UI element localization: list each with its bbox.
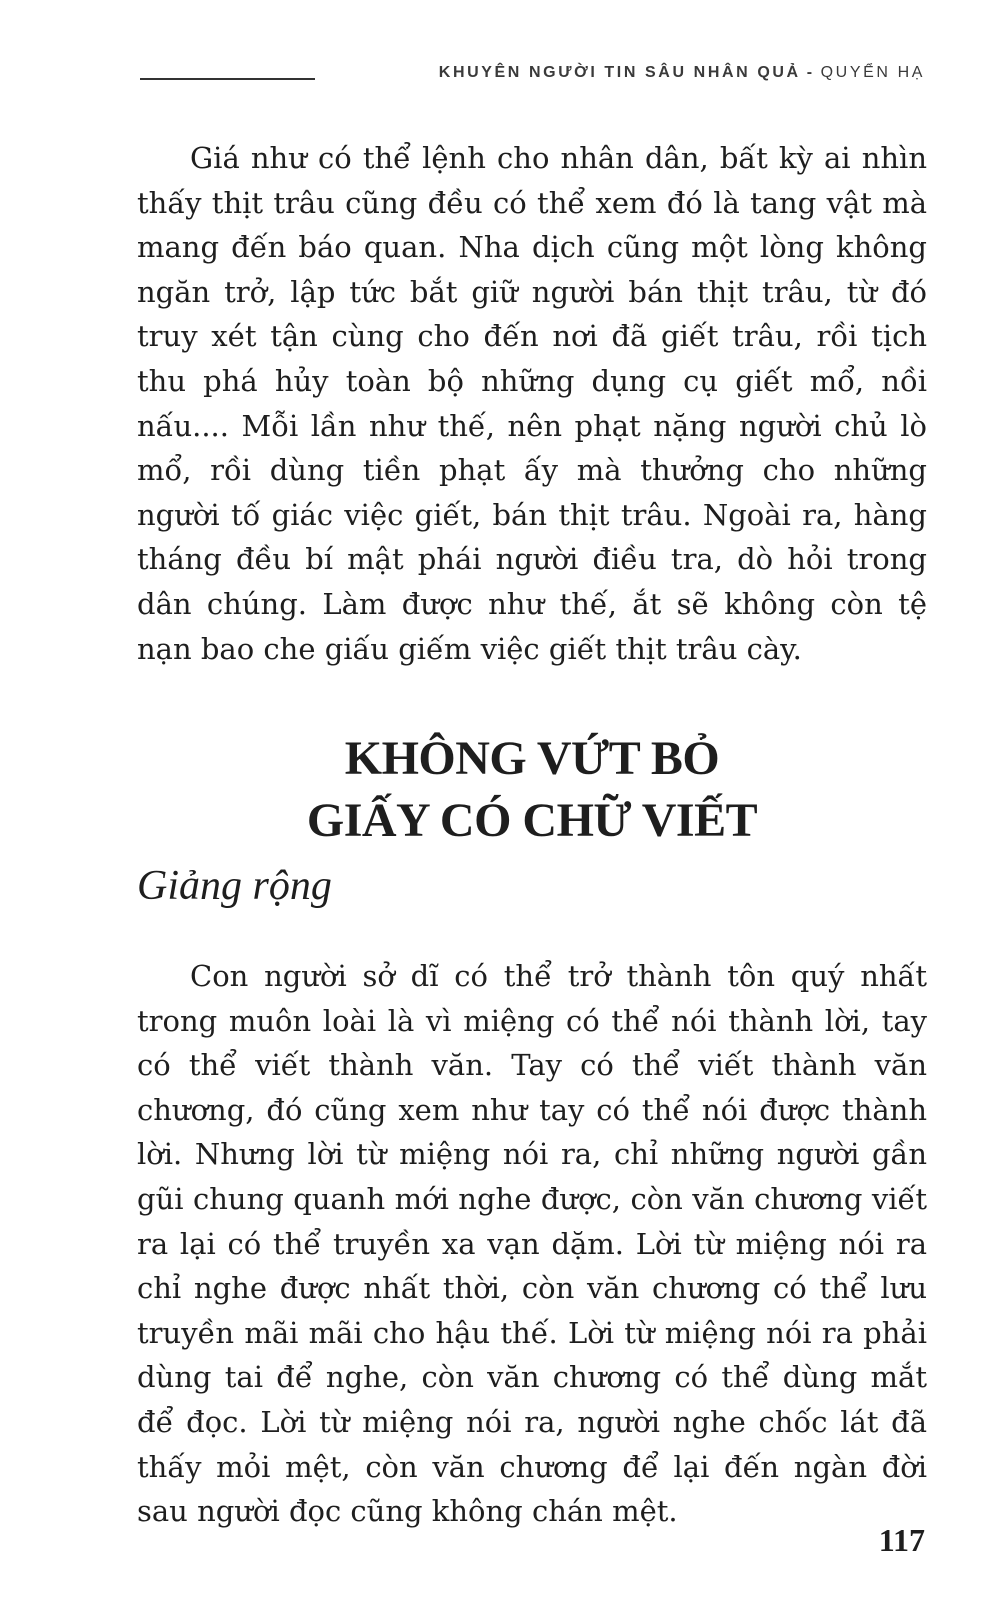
header-divider: [140, 78, 315, 80]
body-paragraph-1: Giá như có thể lệnh cho nhân dân, bất kỳ ai nhìn thấy thịt trâu cũng đều có thể xem đó là tang vật mà mang đến báo quan. Nha dịch cũng một lòng không ngăn trở, lập tức bắt giữ người bán thịt trâu, từ đó truy xét tận cùng cho đến nơi đã giết trâu, rồi tịch thu phá hủy toàn bộ những dụng cụ giết mổ, nồi nấu.... Mỗi lần như thế, nên phạt nặng người chủ lò mổ, rồi dùng tiền phạt ấy mà thưởng cho những người tố giác việc giết, bán thịt trâu. Ngoài ra, hàng tháng đều bí mật phái người điều tra, dò hỏi trong dân chúng. Làm được như thế, ắt sẽ không còn tệ nạn bao che giấu giếm việc giết thịt trâu cày.: [137, 141, 927, 666]
chapter-title: [137, 728, 927, 852]
book-title: KHUYÊN NGƯỜI TIN SÂU NHÂN QUẢ: [438, 64, 801, 81]
running-header: [439, 64, 925, 82]
chapter-title-line-1: KHÔNG VỨT BỎ: [344, 732, 720, 785]
volume-label: QUYỂN HẠ: [820, 64, 925, 81]
chapter-title-line-2: GIẤY CÓ CHỮ VIẾT: [306, 794, 758, 847]
page-number: 117: [878, 1522, 925, 1558]
body-paragraph-2: Con người sở dĩ có thể trở thành tôn quý nhất trong muôn loài là vì miệng có thể nói thành lời, tay có thể viết thành văn. Tay có thể viết thành văn chương, đó cũng xem như tay có thể nói được thành lời. Nhưng lời từ miệng nói ra, chỉ những người gần gũi chung quanh mới nghe được, còn văn chương viết ra lại có thể truyền xa vạn dặm. Lời từ miệng nói ra chỉ nghe được nhất thời, còn văn chương có thể lưu truyền mãi mãi cho hậu thế. Lời từ miệng nói ra phải dùng tai để nghe, còn văn chương có thể dùng mắt để đọc. Lời từ miệng nói ra, người nghe chốc lát đã thấy mỏi mệt, còn văn chương để lại đến ngàn đời sau người đọc cũng không chán mệt.: [137, 959, 927, 1529]
header-separator: -: [806, 64, 815, 81]
section-heading: Giảng rộng: [137, 863, 332, 909]
